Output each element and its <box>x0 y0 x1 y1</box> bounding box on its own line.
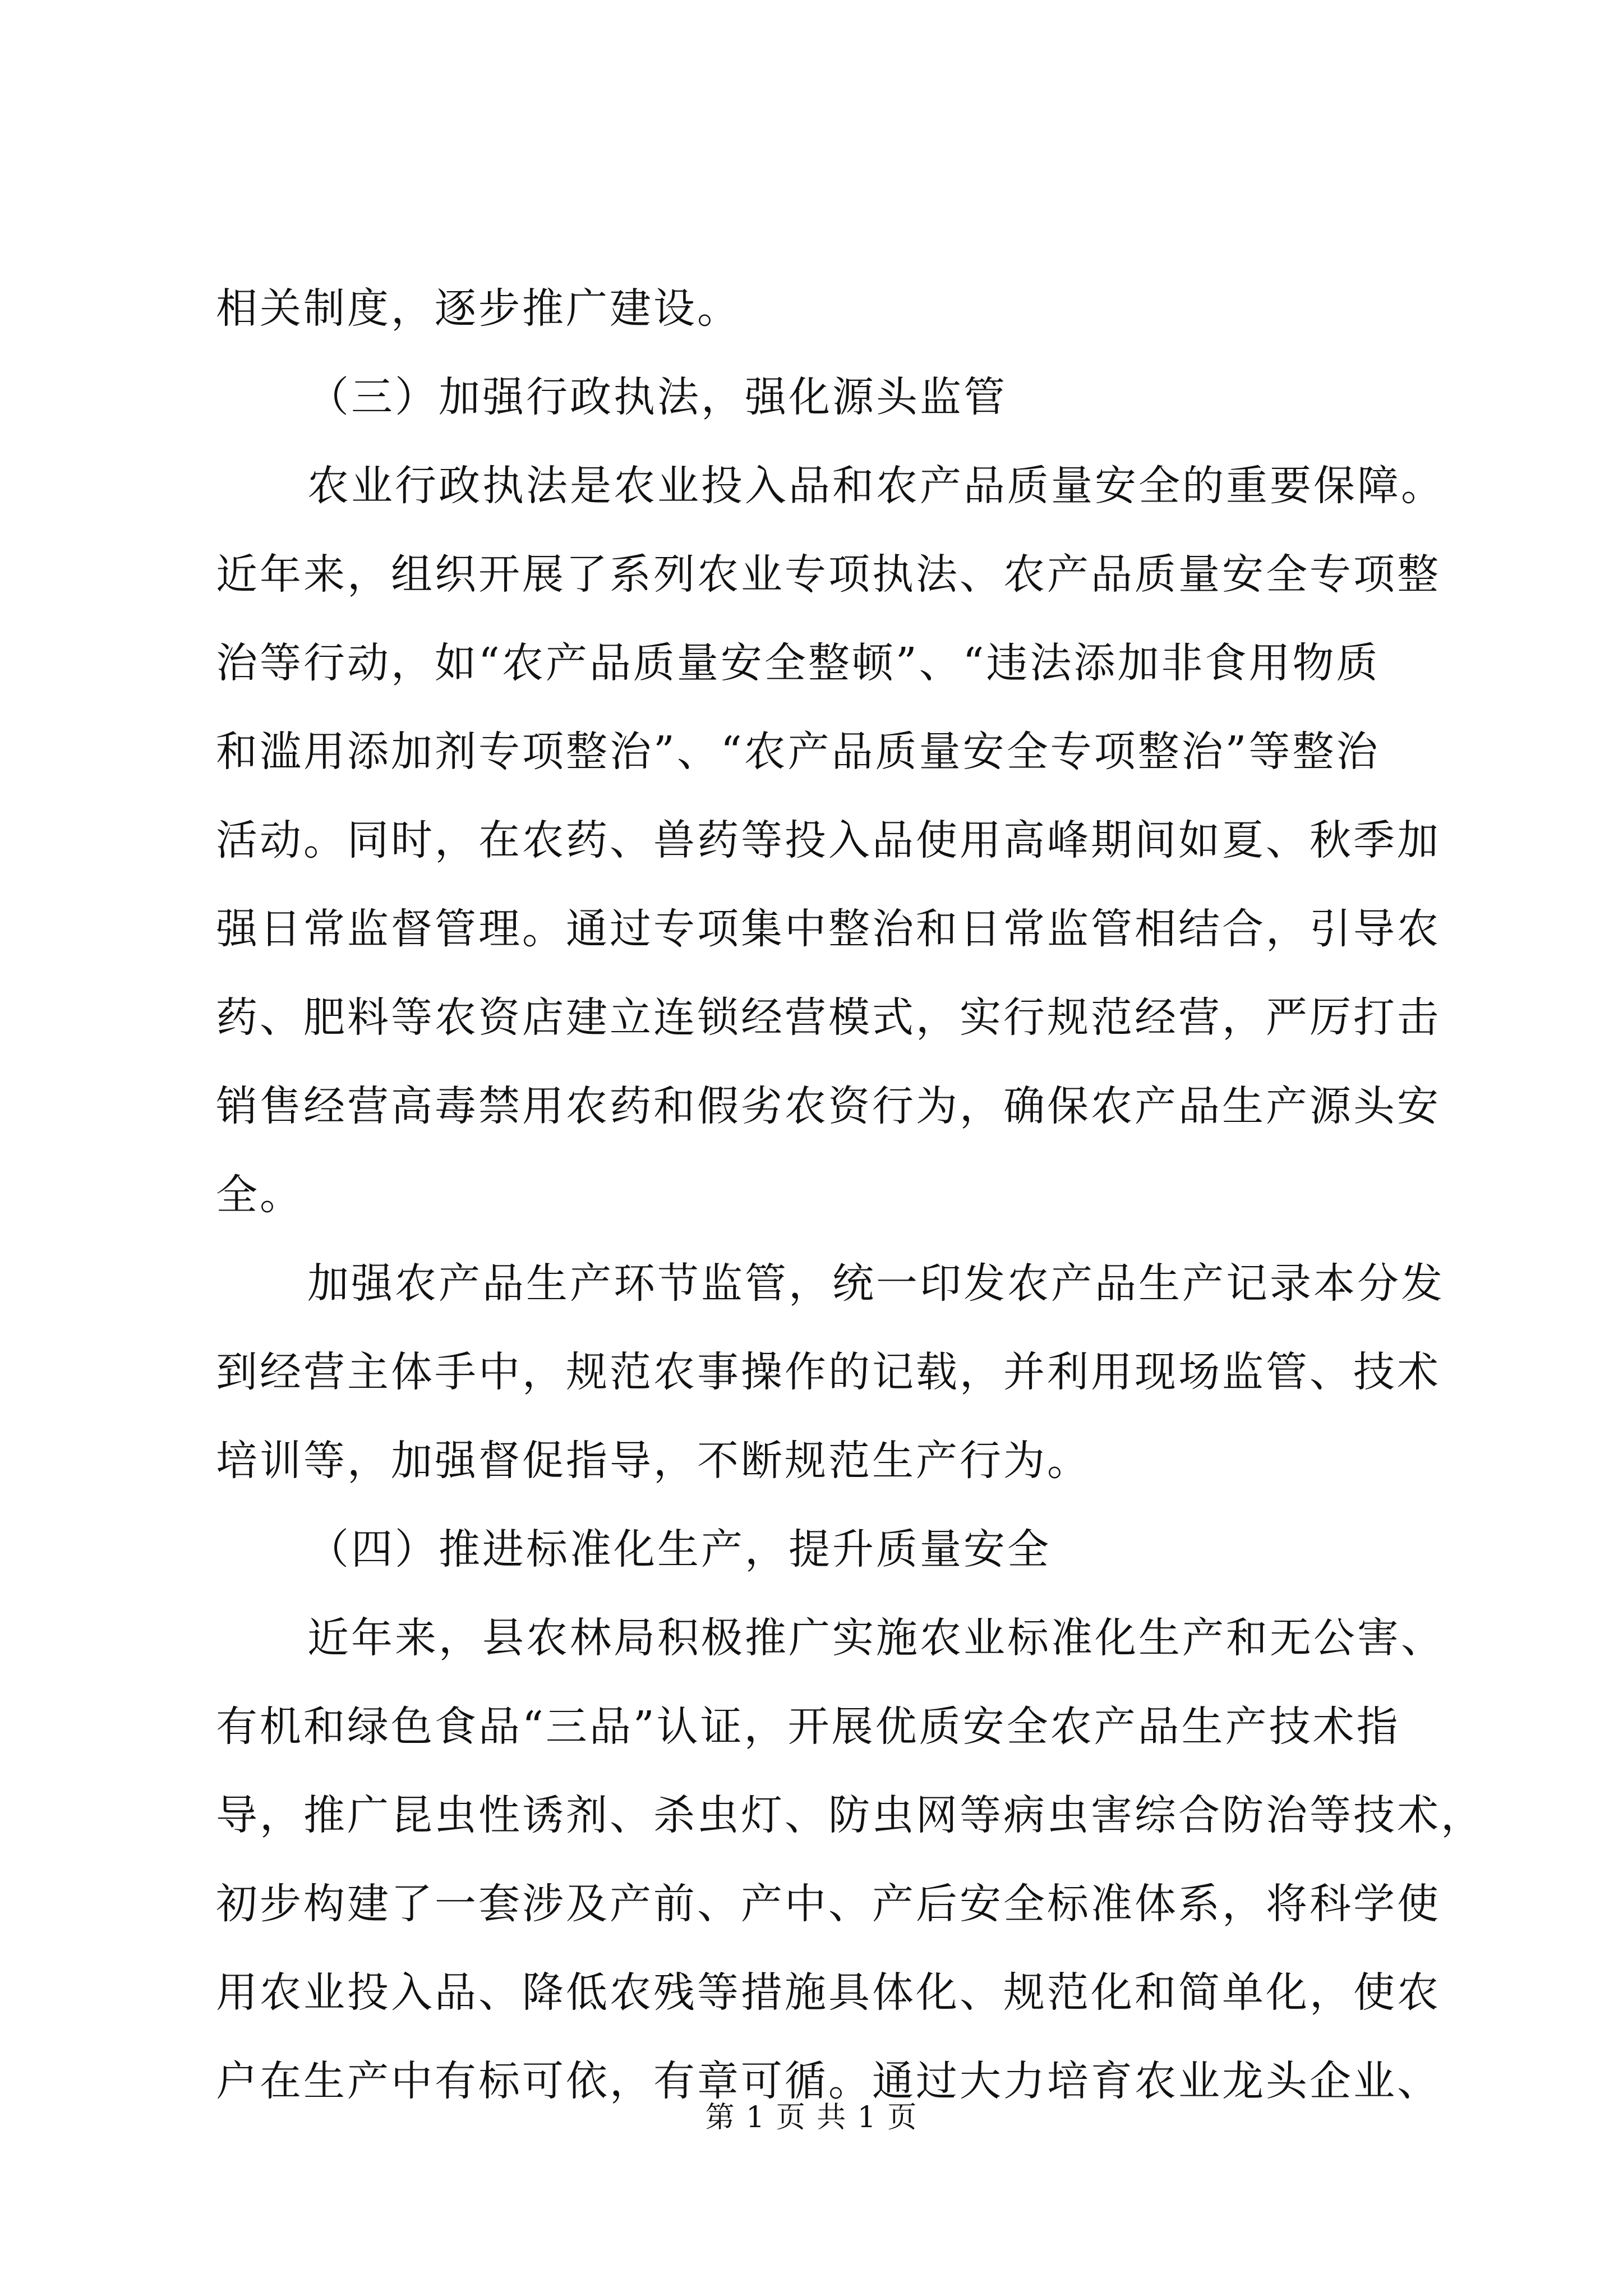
paragraph-line: 用农业投入品、降低农残等措施具体化、规范化和简单化，使农 <box>216 1968 1441 2017</box>
paragraph-line: 农业行政执法是农业投入品和农产品质量安全的重要保障。 <box>307 462 1445 510</box>
paragraph-continuation: 相关制度，逐步推广建设。 <box>216 284 741 333</box>
paragraph-line: 销售经营高毒禁用农药和假劣农资行为，确保农产品生产源头安 <box>216 1082 1441 1130</box>
paragraph-line: 活动。同时，在农药、兽药等投入品使用高峰期间如夏、秋季加 <box>216 816 1441 864</box>
paragraph-line: 药、肥料等农资店建立连锁经营模式，实行规范经营，严厉打击 <box>216 993 1441 1042</box>
paragraph-line: 治等行动，如“农产品质量安全整顿”、“违法添加非食用物质 <box>216 639 1380 687</box>
paragraph-line: 有机和绿色食品“三品”认证，开展优质安全农产品生产技术指 <box>216 1703 1400 1751</box>
section-heading-4: （四）推进标准化生产，提升质量安全 <box>307 1525 1051 1573</box>
paragraph-line: 培训等，加强督促指导，不断规范生产行为。 <box>216 1437 1091 1485</box>
paragraph-line: 近年来，组织开展了系列农业专项执法、农产品质量安全专项整 <box>216 550 1441 599</box>
paragraph-line: 初步构建了一套涉及产前、产中、产后安全标准体系，将科学使 <box>216 1880 1441 1928</box>
paragraph-line: 到经营主体手中，规范农事操作的记载，并利用现场监管、技术 <box>216 1348 1441 1396</box>
paragraph-line: 和滥用添加剂专项整治”、“农产品质量安全专项整治”等整治 <box>216 728 1380 776</box>
paragraph-line: 户在生产中有标可依，有章可循。通过大力培育农业龙头企业、 <box>216 2057 1441 2105</box>
page-number-footer: 第 1 页 共 1 页 <box>705 2101 918 2134</box>
paragraph-line: 强日常监督管理。通过专项集中整治和日常监管相结合，引导农 <box>216 905 1441 953</box>
paragraph-line: 导，推广昆虫性诱剂、杀虫灯、防虫网等病虫害综合防治等技术， <box>216 1791 1484 1839</box>
paragraph-line: 全。 <box>216 1171 303 1219</box>
paragraph-line: 加强农产品生产环节监管，统一印发农产品生产记录本分发 <box>307 1259 1445 1308</box>
paragraph-line: 近年来，县农林局积极推广实施农业标准化生产和无公害、 <box>307 1614 1445 1662</box>
section-heading-3: （三）加强行政执法，强化源头监管 <box>307 373 1007 421</box>
